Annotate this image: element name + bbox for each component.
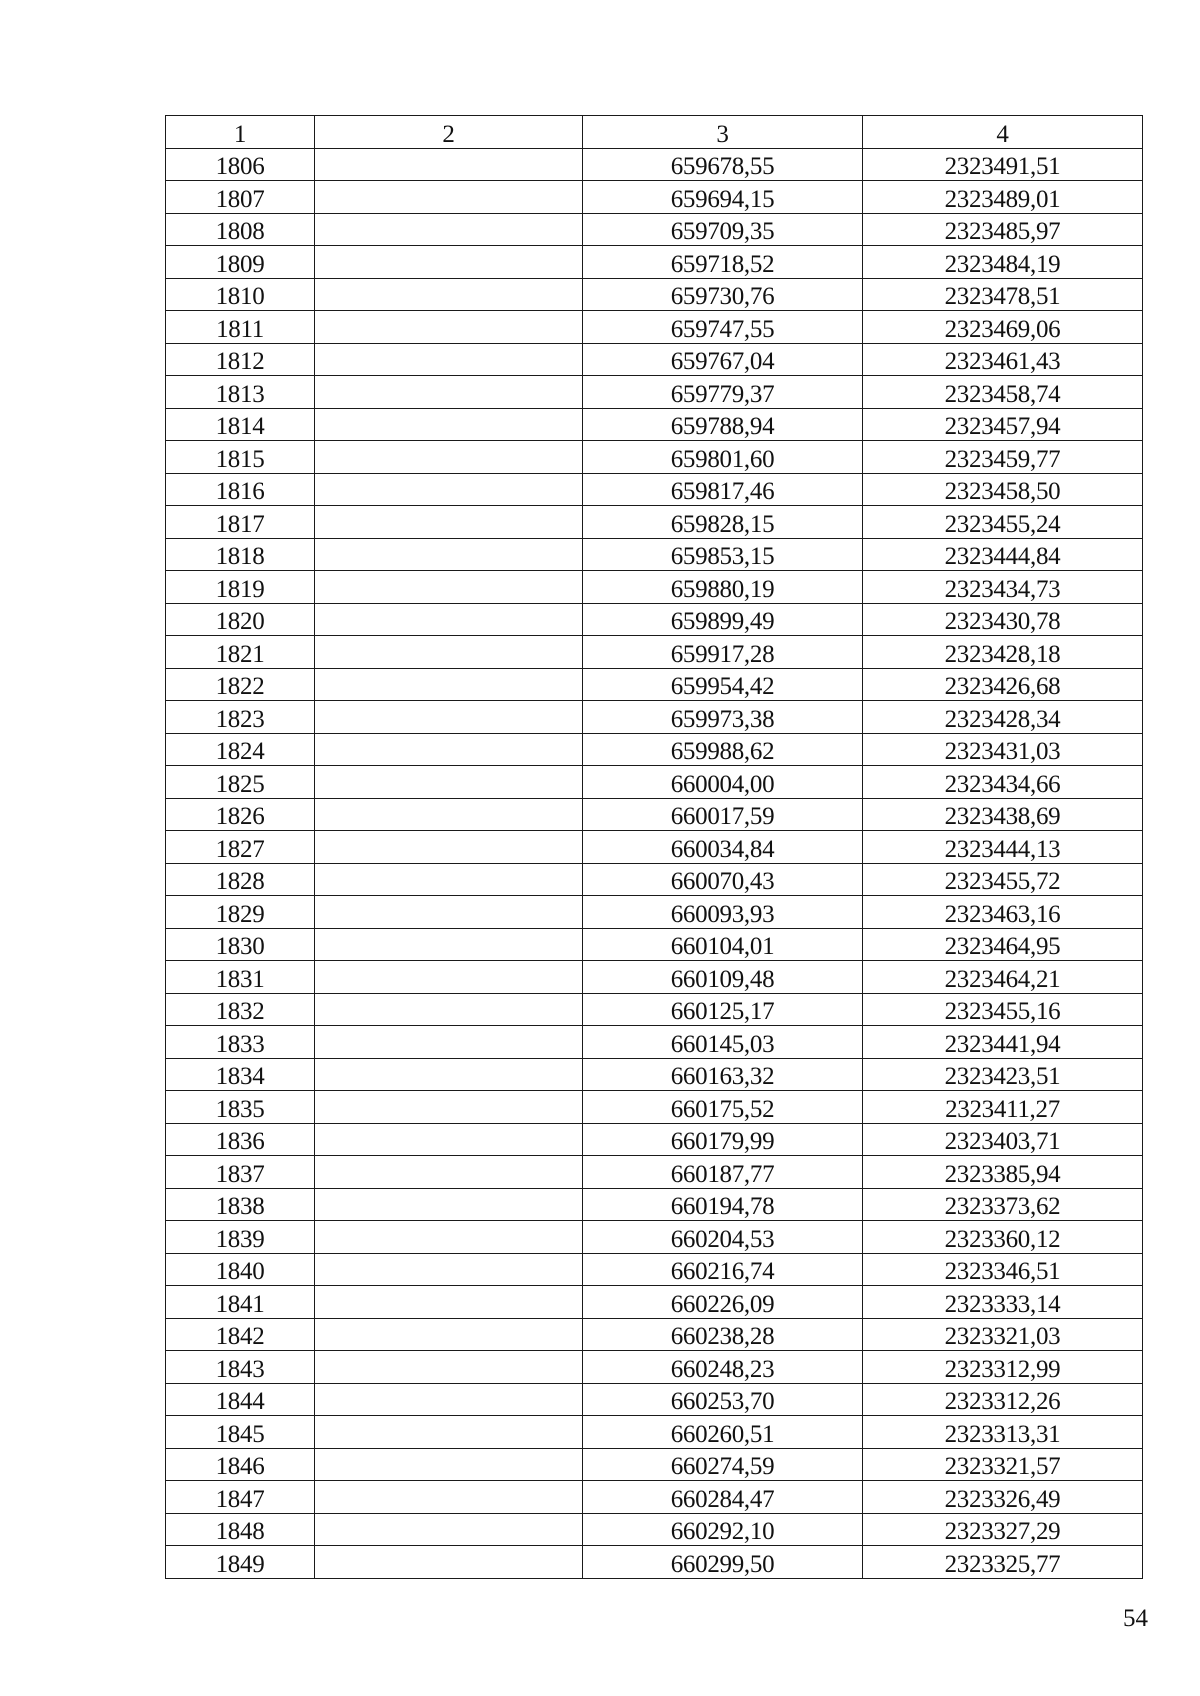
table-row: [166, 636, 1143, 669]
table-row: [166, 1221, 1143, 1254]
point-number-cell: 1811: [166, 311, 315, 344]
coordinate-y-cell: 2323327,29: [863, 1513, 1143, 1546]
coordinate-y-cell: 2323455,72: [863, 863, 1143, 896]
point-number-cell: 1846: [166, 1448, 315, 1481]
column-header-2: 2: [315, 116, 583, 149]
point-number-cell: 1816: [166, 473, 315, 506]
table-row: [166, 1546, 1143, 1579]
coordinate-y-cell: 2323464,21: [863, 961, 1143, 994]
table-row: [166, 1058, 1143, 1091]
coordinate-y-cell: 2323444,84: [863, 538, 1143, 571]
point-number-cell: 1806: [166, 148, 315, 181]
table-row: [166, 1448, 1143, 1481]
point-number-cell: 1842: [166, 1318, 315, 1351]
coordinate-x-cell: 660194,78: [583, 1188, 863, 1221]
coordinate-y-cell: 2323430,78: [863, 603, 1143, 636]
column-2-cell: [315, 1221, 583, 1254]
coordinate-x-cell: 659788,94: [583, 408, 863, 441]
coordinate-y-cell: 2323312,26: [863, 1383, 1143, 1416]
coordinate-x-cell: 659779,37: [583, 376, 863, 409]
point-number-cell: 1845: [166, 1416, 315, 1449]
table-row: [166, 1416, 1143, 1449]
column-2-cell: [315, 863, 583, 896]
coordinate-x-cell: 659678,55: [583, 148, 863, 181]
point-number-cell: 1848: [166, 1513, 315, 1546]
coordinate-x-cell: 660226,09: [583, 1286, 863, 1319]
coordinate-x-cell: 660004,00: [583, 766, 863, 799]
coordinate-x-cell: 659694,15: [583, 181, 863, 214]
coordinate-y-cell: 2323426,68: [863, 668, 1143, 701]
column-2-cell: [315, 1058, 583, 1091]
coordinate-y-cell: 2323431,03: [863, 733, 1143, 766]
page-number: 54: [1123, 1605, 1148, 1632]
point-number-cell: 1830: [166, 928, 315, 961]
table-row: [166, 408, 1143, 441]
coordinate-x-cell: 660187,77: [583, 1156, 863, 1189]
point-number-cell: 1841: [166, 1286, 315, 1319]
coordinate-x-cell: 660238,28: [583, 1318, 863, 1351]
coordinate-x-cell: 660299,50: [583, 1546, 863, 1579]
point-number-cell: 1814: [166, 408, 315, 441]
column-2-cell: [315, 1351, 583, 1384]
table-row: [166, 1351, 1143, 1384]
point-number-cell: 1840: [166, 1253, 315, 1286]
point-number-cell: 1812: [166, 343, 315, 376]
column-2-cell: [315, 213, 583, 246]
table-row: [166, 928, 1143, 961]
column-2-cell: [315, 1546, 583, 1579]
coordinate-x-cell: 659988,62: [583, 733, 863, 766]
coordinate-y-cell: 2323403,71: [863, 1123, 1143, 1156]
point-number-cell: 1823: [166, 701, 315, 734]
point-number-cell: 1813: [166, 376, 315, 409]
point-number-cell: 1832: [166, 993, 315, 1026]
column-2-cell: [315, 1513, 583, 1546]
column-2-cell: [315, 1188, 583, 1221]
header-row: [166, 116, 1143, 149]
coordinate-x-cell: 660093,93: [583, 896, 863, 929]
coordinate-y-cell: 2323312,99: [863, 1351, 1143, 1384]
coordinate-x-cell: 659973,38: [583, 701, 863, 734]
point-number-cell: 1818: [166, 538, 315, 571]
column-2-cell: [315, 961, 583, 994]
table-row: [166, 1188, 1143, 1221]
coordinate-y-cell: 2323428,18: [863, 636, 1143, 669]
coordinate-y-cell: 2323457,94: [863, 408, 1143, 441]
coordinate-y-cell: 2323360,12: [863, 1221, 1143, 1254]
table-row: [166, 441, 1143, 474]
coordinate-y-cell: 2323385,94: [863, 1156, 1143, 1189]
table-row: [166, 311, 1143, 344]
point-number-cell: 1837: [166, 1156, 315, 1189]
table-row: [166, 993, 1143, 1026]
coordinate-y-cell: 2323326,49: [863, 1481, 1143, 1514]
table-row: [166, 1481, 1143, 1514]
point-number-cell: 1815: [166, 441, 315, 474]
column-2-cell: [315, 376, 583, 409]
coordinate-x-cell: 660125,17: [583, 993, 863, 1026]
point-number-cell: 1831: [166, 961, 315, 994]
point-number-cell: 1833: [166, 1026, 315, 1059]
coordinate-y-cell: 2323455,16: [863, 993, 1143, 1026]
coordinate-x-cell: 660175,52: [583, 1091, 863, 1124]
column-2-cell: [315, 603, 583, 636]
column-2-cell: [315, 1156, 583, 1189]
coordinate-x-cell: 659817,46: [583, 473, 863, 506]
coordinate-x-cell: 660109,48: [583, 961, 863, 994]
table-row: [166, 603, 1143, 636]
coordinate-y-cell: 2323423,51: [863, 1058, 1143, 1091]
point-number-cell: 1821: [166, 636, 315, 669]
coordinate-y-cell: 2323434,66: [863, 766, 1143, 799]
coordinate-x-cell: 660034,84: [583, 831, 863, 864]
coordinate-x-cell: 660284,47: [583, 1481, 863, 1514]
coordinate-x-cell: 659730,76: [583, 278, 863, 311]
column-2-cell: [315, 668, 583, 701]
column-header-3: 3: [583, 116, 863, 149]
coordinate-x-cell: 659747,55: [583, 311, 863, 344]
table-row: [166, 896, 1143, 929]
table-row: [166, 376, 1143, 409]
coordinate-y-cell: 2323321,57: [863, 1448, 1143, 1481]
coordinate-x-cell: 660216,74: [583, 1253, 863, 1286]
table-row: [166, 1318, 1143, 1351]
table-row: [166, 148, 1143, 181]
coordinate-x-cell: 660070,43: [583, 863, 863, 896]
column-2-cell: [315, 473, 583, 506]
point-number-cell: 1843: [166, 1351, 315, 1384]
point-number-cell: 1835: [166, 1091, 315, 1124]
column-2-cell: [315, 1481, 583, 1514]
coordinate-y-cell: 2323428,34: [863, 701, 1143, 734]
coordinate-y-cell: 2323411,27: [863, 1091, 1143, 1124]
column-2-cell: [315, 408, 583, 441]
coordinate-x-cell: 660179,99: [583, 1123, 863, 1156]
column-2-cell: [315, 1286, 583, 1319]
coordinate-x-cell: 659853,15: [583, 538, 863, 571]
coordinate-y-cell: 2323461,43: [863, 343, 1143, 376]
table-row: [166, 798, 1143, 831]
column-2-cell: [315, 181, 583, 214]
table-row: [166, 1286, 1143, 1319]
coordinate-y-cell: 2323491,51: [863, 148, 1143, 181]
column-2-cell: [315, 896, 583, 929]
table-row: [166, 1123, 1143, 1156]
point-number-cell: 1808: [166, 213, 315, 246]
column-2-cell: [315, 343, 583, 376]
column-header-4: 4: [863, 116, 1143, 149]
column-2-cell: [315, 1253, 583, 1286]
point-number-cell: 1810: [166, 278, 315, 311]
column-2-cell: [315, 1383, 583, 1416]
table-row: [166, 1513, 1143, 1546]
table-row: [166, 278, 1143, 311]
table-row: [166, 668, 1143, 701]
coordinate-y-cell: 2323463,16: [863, 896, 1143, 929]
coordinate-y-cell: 2323321,03: [863, 1318, 1143, 1351]
coordinate-x-cell: 660248,23: [583, 1351, 863, 1384]
coordinate-y-cell: 2323455,24: [863, 506, 1143, 539]
point-number-cell: 1825: [166, 766, 315, 799]
column-2-cell: [315, 571, 583, 604]
table-row: [166, 571, 1143, 604]
table-row: [166, 246, 1143, 279]
column-2-cell: [315, 766, 583, 799]
point-number-cell: 1820: [166, 603, 315, 636]
column-2-cell: [315, 1091, 583, 1124]
coordinate-y-cell: 2323346,51: [863, 1253, 1143, 1286]
column-2-cell: [315, 733, 583, 766]
column-2-cell: [315, 1026, 583, 1059]
coordinate-x-cell: 660204,53: [583, 1221, 863, 1254]
coordinate-y-cell: 2323459,77: [863, 441, 1143, 474]
table-row: [166, 1026, 1143, 1059]
table-row: [166, 1156, 1143, 1189]
coordinate-x-cell: 659709,35: [583, 213, 863, 246]
coordinate-x-cell: 659718,52: [583, 246, 863, 279]
point-number-cell: 1807: [166, 181, 315, 214]
point-number-cell: 1817: [166, 506, 315, 539]
coordinate-x-cell: 659828,15: [583, 506, 863, 539]
coordinate-y-cell: 2323458,74: [863, 376, 1143, 409]
table-row: [166, 506, 1143, 539]
point-number-cell: 1828: [166, 863, 315, 896]
column-2-cell: [315, 246, 583, 279]
coordinate-y-cell: 2323313,31: [863, 1416, 1143, 1449]
table-row: [166, 863, 1143, 896]
coordinate-x-cell: 659880,19: [583, 571, 863, 604]
coordinate-x-cell: 660292,10: [583, 1513, 863, 1546]
table-header: [166, 116, 1143, 149]
table-row: [166, 473, 1143, 506]
column-2-cell: [315, 831, 583, 864]
point-number-cell: 1809: [166, 246, 315, 279]
coordinate-y-cell: 2323458,50: [863, 473, 1143, 506]
coordinate-x-cell: 659917,28: [583, 636, 863, 669]
coordinate-y-cell: 2323489,01: [863, 181, 1143, 214]
column-header-1: 1: [166, 116, 315, 149]
coordinate-x-cell: 660104,01: [583, 928, 863, 961]
table-row: [166, 538, 1143, 571]
point-number-cell: 1839: [166, 1221, 315, 1254]
column-2-cell: [315, 148, 583, 181]
coordinate-y-cell: 2323441,94: [863, 1026, 1143, 1059]
table-body: [166, 148, 1143, 1578]
coordinate-y-cell: 2323484,19: [863, 246, 1143, 279]
coordinate-y-cell: 2323464,95: [863, 928, 1143, 961]
point-number-cell: 1827: [166, 831, 315, 864]
point-number-cell: 1834: [166, 1058, 315, 1091]
table-row: [166, 961, 1143, 994]
table-row: [166, 1253, 1143, 1286]
point-number-cell: 1847: [166, 1481, 315, 1514]
column-2-cell: [315, 1448, 583, 1481]
column-2-cell: [315, 928, 583, 961]
coordinate-y-cell: 2323434,73: [863, 571, 1143, 604]
point-number-cell: 1826: [166, 798, 315, 831]
coordinate-y-cell: 2323485,97: [863, 213, 1143, 246]
coordinate-y-cell: 2323333,14: [863, 1286, 1143, 1319]
coordinate-x-cell: 659801,60: [583, 441, 863, 474]
coordinates-table: [165, 115, 1143, 1579]
table-row: [166, 213, 1143, 246]
column-2-cell: [315, 1416, 583, 1449]
coordinate-x-cell: 660145,03: [583, 1026, 863, 1059]
column-2-cell: [315, 798, 583, 831]
column-2-cell: [315, 636, 583, 669]
column-2-cell: [315, 1123, 583, 1156]
point-number-cell: 1836: [166, 1123, 315, 1156]
column-2-cell: [315, 993, 583, 1026]
column-2-cell: [315, 278, 583, 311]
coordinate-x-cell: 660274,59: [583, 1448, 863, 1481]
coordinate-x-cell: 659954,42: [583, 668, 863, 701]
coordinate-y-cell: 2323325,77: [863, 1546, 1143, 1579]
table-row: [166, 701, 1143, 734]
table-row: [166, 733, 1143, 766]
table-row: [166, 181, 1143, 214]
point-number-cell: 1822: [166, 668, 315, 701]
coordinate-x-cell: 660017,59: [583, 798, 863, 831]
column-2-cell: [315, 311, 583, 344]
coordinate-x-cell: 659767,04: [583, 343, 863, 376]
coordinate-x-cell: 660253,70: [583, 1383, 863, 1416]
table-row: [166, 343, 1143, 376]
table-row: [166, 1383, 1143, 1416]
table-row: [166, 1091, 1143, 1124]
column-2-cell: [315, 701, 583, 734]
column-2-cell: [315, 1318, 583, 1351]
point-number-cell: 1849: [166, 1546, 315, 1579]
coordinate-y-cell: 2323444,13: [863, 831, 1143, 864]
column-2-cell: [315, 538, 583, 571]
point-number-cell: 1844: [166, 1383, 315, 1416]
point-number-cell: 1838: [166, 1188, 315, 1221]
table-row: [166, 766, 1143, 799]
column-2-cell: [315, 441, 583, 474]
coordinate-x-cell: 660260,51: [583, 1416, 863, 1449]
point-number-cell: 1819: [166, 571, 315, 604]
column-2-cell: [315, 506, 583, 539]
point-number-cell: 1829: [166, 896, 315, 929]
coordinate-y-cell: 2323469,06: [863, 311, 1143, 344]
coordinate-y-cell: 2323373,62: [863, 1188, 1143, 1221]
table-row: [166, 831, 1143, 864]
coordinate-y-cell: 2323478,51: [863, 278, 1143, 311]
coordinate-x-cell: 660163,32: [583, 1058, 863, 1091]
coordinate-x-cell: 659899,49: [583, 603, 863, 636]
point-number-cell: 1824: [166, 733, 315, 766]
coordinate-y-cell: 2323438,69: [863, 798, 1143, 831]
